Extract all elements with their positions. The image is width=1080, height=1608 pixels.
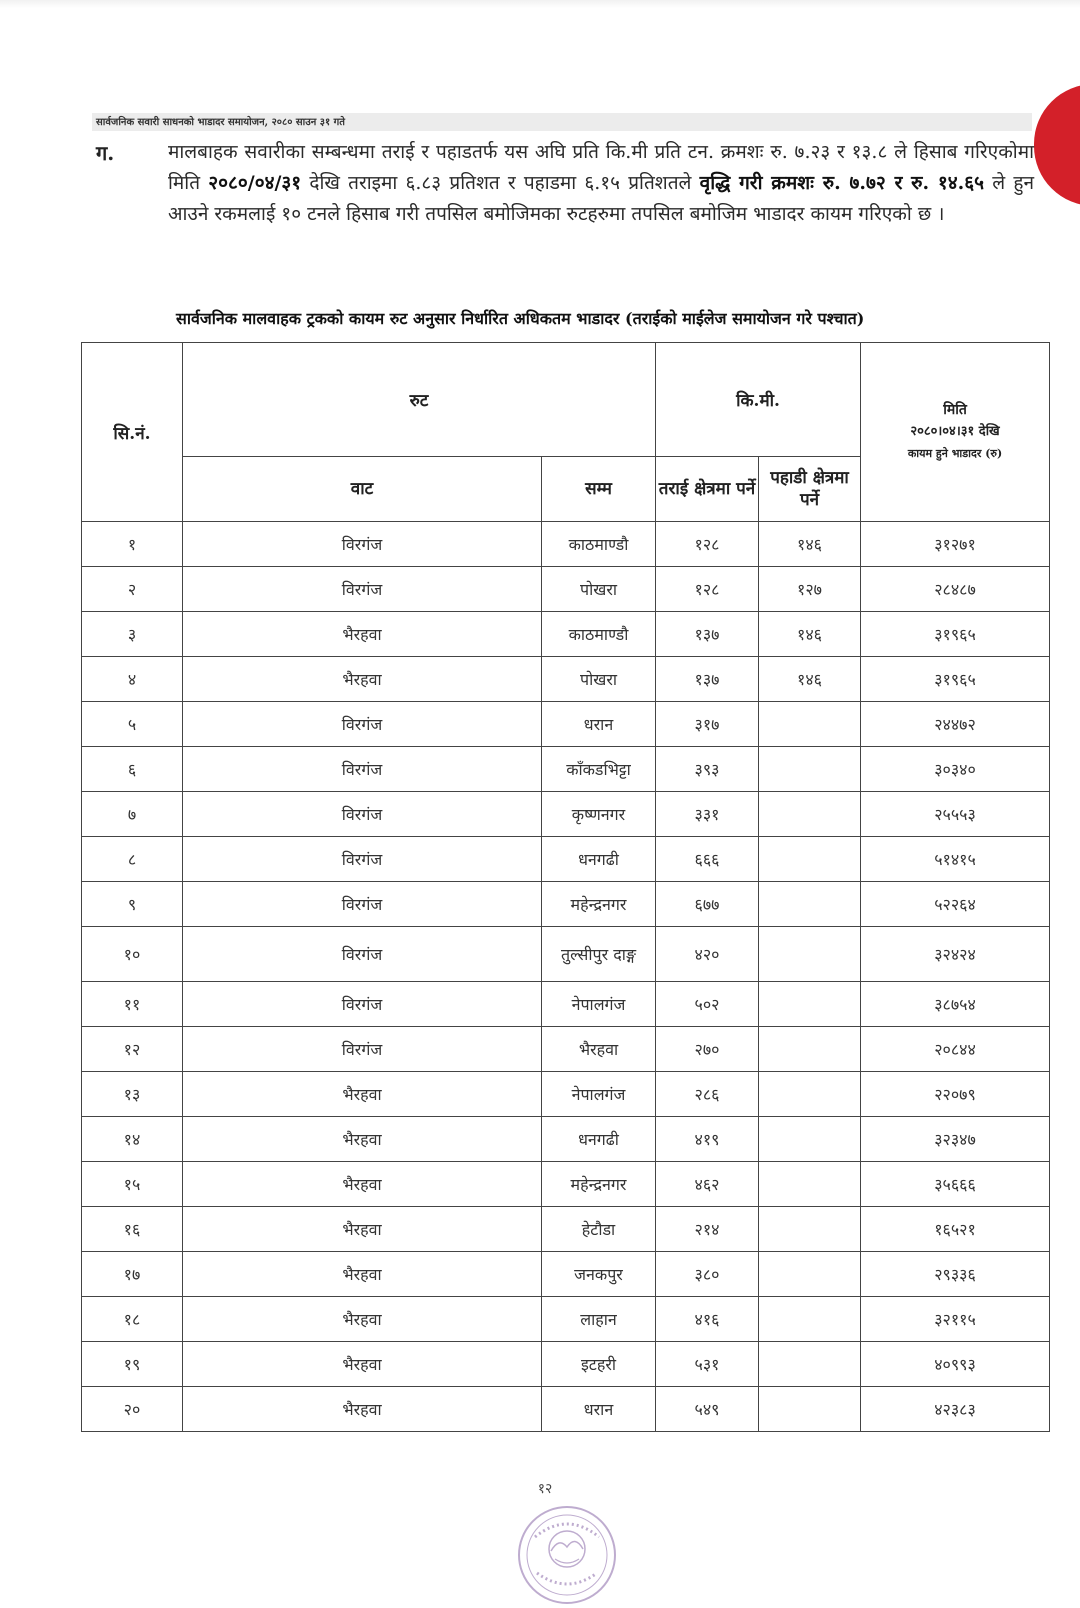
clause-text-2: देखि तराइमा ६.८३ प्रतिशत र पहाडमा ६.१५ प्रतिशतले xyxy=(301,172,700,194)
cell-to: नेपालगंज xyxy=(542,1072,656,1117)
cell-hill-km xyxy=(759,927,861,982)
cell-to: इटहरी xyxy=(542,1342,656,1387)
cell-terai-km: ६६६ xyxy=(656,837,759,882)
cell-hill-km: १४६ xyxy=(759,522,861,567)
table-caption: सार्वजनिक मालवाहक ट्रकको कायम रुट अनुसार निर्धारित अधिकतम भाडादर (तराईको माईलेज समायोजन गरे पश्चात) xyxy=(176,309,865,328)
cell-sn: १५ xyxy=(82,1162,183,1207)
table-row xyxy=(82,522,1050,567)
table-row xyxy=(82,1162,1050,1207)
cell-from: विरगंज xyxy=(183,1027,542,1072)
table-header-row-1 xyxy=(82,343,1050,457)
cell-from: भैरहवा xyxy=(183,657,542,702)
cell-rate: ३१९६५ xyxy=(861,612,1050,657)
cell-to: धनगढी xyxy=(542,837,656,882)
cell-hill-km xyxy=(759,1342,861,1387)
header-rate-date-label: मिति xyxy=(943,402,967,418)
header-from: वाट xyxy=(183,457,542,522)
cell-sn: ८ xyxy=(82,837,183,882)
clause-text-1: मालबाहक सवारीका सम्बन्धमा तराई र पहाडतर्फ यस अघि प्रति कि.मी प्रति टन. क्रमशः रु. ७.२३ र १३.८ ले हिसाब गरिएकोमा मिति xyxy=(168,141,1034,194)
cell-from: विरगंज xyxy=(183,982,542,1027)
cell-sn: १४ xyxy=(82,1117,183,1162)
table-row xyxy=(82,837,1050,882)
cell-from: विरगंज xyxy=(183,792,542,837)
cell-rate: २९३३६ xyxy=(861,1252,1050,1297)
cell-to: लाहान xyxy=(542,1297,656,1342)
table-row xyxy=(82,1027,1050,1072)
table-row xyxy=(82,1207,1050,1252)
cell-hill-km xyxy=(759,702,861,747)
cell-terai-km: ३९३ xyxy=(656,747,759,792)
table-row xyxy=(82,1072,1050,1117)
table-row xyxy=(82,982,1050,1027)
cell-rate: ३१९६५ xyxy=(861,657,1050,702)
cell-to: धरान xyxy=(542,1387,656,1432)
cell-hill-km xyxy=(759,1387,861,1432)
header-rate-description: कायम हुने भाडादर (रु) xyxy=(907,447,1003,460)
cell-terai-km: ४१६ xyxy=(656,1297,759,1342)
cell-rate: ५१४१५ xyxy=(861,837,1050,882)
table-row xyxy=(82,882,1050,927)
table-row xyxy=(82,747,1050,792)
cell-from: विरगंज xyxy=(183,567,542,612)
table-row xyxy=(82,792,1050,837)
cell-rate: २५५५३ xyxy=(861,792,1050,837)
clause-date: २०८०/०४/३१ xyxy=(208,172,302,194)
cell-sn: १३ xyxy=(82,1072,183,1117)
cell-hill-km xyxy=(759,882,861,927)
fare-rate-table xyxy=(81,342,1050,1432)
cell-terai-km: १२८ xyxy=(656,567,759,612)
cell-from: भैरहवा xyxy=(183,1297,542,1342)
cell-hill-km: १४६ xyxy=(759,612,861,657)
cell-rate: २८४८७ xyxy=(861,567,1050,612)
page-number: १२ xyxy=(537,1481,553,1497)
cell-from: भैरहवा xyxy=(183,1342,542,1387)
cell-terai-km: १३७ xyxy=(656,657,759,702)
cell-hill-km xyxy=(759,982,861,1027)
cell-hill-km xyxy=(759,1072,861,1117)
cell-rate: ३१२७१ xyxy=(861,522,1050,567)
cell-hill-km xyxy=(759,1252,861,1297)
cell-rate: २०८४४ xyxy=(861,1027,1050,1072)
cell-terai-km: ३१७ xyxy=(656,702,759,747)
cell-to: महेन्द्रनगर xyxy=(542,882,656,927)
cell-sn: १७ xyxy=(82,1252,183,1297)
cell-from: विरगंज xyxy=(183,837,542,882)
cell-sn: २ xyxy=(82,567,183,612)
clause-label: ग. xyxy=(96,141,115,165)
header-rate-date-value: २०८०।०४।३१ देखि xyxy=(910,424,1000,439)
cell-sn: ९ xyxy=(82,882,183,927)
cell-to: काठमाण्डौ xyxy=(542,522,656,567)
cell-from: विरगंज xyxy=(183,747,542,792)
cell-terai-km: १२८ xyxy=(656,522,759,567)
cell-sn: १० xyxy=(82,927,183,982)
cell-to: धरान xyxy=(542,702,656,747)
cell-sn: १८ xyxy=(82,1297,183,1342)
table-body xyxy=(82,522,1050,1432)
cell-hill-km: १४६ xyxy=(759,657,861,702)
cell-to: नेपालगंज xyxy=(542,982,656,1027)
cell-from: विरगंज xyxy=(183,927,542,982)
table-row xyxy=(82,927,1050,982)
cell-sn: ६ xyxy=(82,747,183,792)
cell-terai-km: ५४९ xyxy=(656,1387,759,1432)
cell-rate: ३८७५४ xyxy=(861,982,1050,1027)
cell-terai-km: ४२० xyxy=(656,927,759,982)
cell-rate: ४०९९३ xyxy=(861,1342,1050,1387)
header-sn: सि.नं. xyxy=(82,343,183,522)
table-row xyxy=(82,657,1050,702)
cell-sn: ५ xyxy=(82,702,183,747)
clause-increase: वृद्धि गरी क्रमशः रु. ७.७२ र रु. १४.६५ xyxy=(699,172,985,194)
cell-to: पोखरा xyxy=(542,657,656,702)
cell-hill-km xyxy=(759,1207,861,1252)
cell-from: भैरहवा xyxy=(183,1387,542,1432)
cell-hill-km xyxy=(759,1297,861,1342)
cell-terai-km: २७० xyxy=(656,1027,759,1072)
cell-from: विरगंज xyxy=(183,882,542,927)
cell-from: भैरहवा xyxy=(183,612,542,657)
table-row xyxy=(82,1252,1050,1297)
cell-rate: ३२११५ xyxy=(861,1297,1050,1342)
page-top-edge xyxy=(0,0,1080,8)
cell-hill-km: १२७ xyxy=(759,567,861,612)
table-row xyxy=(82,612,1050,657)
header-route: रुट xyxy=(183,343,656,457)
running-header-title: सार्वजनिक सवारी साधनको भाडादर समायोजन, २०८० साउन ३१ गते xyxy=(96,117,345,128)
cell-terai-km: ३८० xyxy=(656,1252,759,1297)
cell-to: तुल्सीपुर दाङ्ग xyxy=(542,927,656,982)
cell-hill-km xyxy=(759,837,861,882)
cell-terai-km: ३३१ xyxy=(656,792,759,837)
cell-sn: १२ xyxy=(82,1027,183,1072)
cell-to: हेटौडा xyxy=(542,1207,656,1252)
cell-rate: ४२३८३ xyxy=(861,1387,1050,1432)
cell-terai-km: ४६२ xyxy=(656,1162,759,1207)
table-row xyxy=(82,1387,1050,1432)
cell-terai-km: ४१९ xyxy=(656,1117,759,1162)
cell-terai-km: १३७ xyxy=(656,612,759,657)
cell-sn: ७ xyxy=(82,792,183,837)
cell-rate: ३५६६६ xyxy=(861,1162,1050,1207)
cell-terai-km: ५३१ xyxy=(656,1342,759,1387)
header-terai: तराई क्षेत्रमा पर्ने xyxy=(656,457,759,522)
official-seal-stamp xyxy=(515,1503,619,1607)
cell-rate: १६५२१ xyxy=(861,1207,1050,1252)
cell-sn: ३ xyxy=(82,612,183,657)
cell-terai-km: ५०२ xyxy=(656,982,759,1027)
red-page-tab xyxy=(1034,84,1080,206)
cell-terai-km: २८६ xyxy=(656,1072,759,1117)
cell-terai-km: ६७७ xyxy=(656,882,759,927)
cell-hill-km xyxy=(759,747,861,792)
cell-to: कृष्णनगर xyxy=(542,792,656,837)
cell-rate: ५२२६४ xyxy=(861,882,1050,927)
cell-sn: ४ xyxy=(82,657,183,702)
table-row xyxy=(82,1117,1050,1162)
cell-hill-km xyxy=(759,792,861,837)
cell-hill-km xyxy=(759,1027,861,1072)
cell-rate: २२०७९ xyxy=(861,1072,1050,1117)
cell-to: काठमाण्डौ xyxy=(542,612,656,657)
cell-from: भैरहवा xyxy=(183,1207,542,1252)
cell-rate: ३०३४० xyxy=(861,747,1050,792)
header-hill: पहाडी क्षेत्रमा पर्ने xyxy=(759,457,861,522)
cell-from: भैरहवा xyxy=(183,1252,542,1297)
cell-sn: १९ xyxy=(82,1342,183,1387)
cell-hill-km xyxy=(759,1162,861,1207)
clause-paragraph xyxy=(168,137,1034,230)
table-row xyxy=(82,567,1050,612)
cell-sn: ११ xyxy=(82,982,183,1027)
cell-sn: २० xyxy=(82,1387,183,1432)
cell-to: जनकपुर xyxy=(542,1252,656,1297)
cell-hill-km xyxy=(759,1117,861,1162)
table-row xyxy=(82,1297,1050,1342)
cell-to: धनगढी xyxy=(542,1117,656,1162)
cell-rate: ३२४२४ xyxy=(861,927,1050,982)
cell-sn: १६ xyxy=(82,1207,183,1252)
clause-text-3: ले हुन आउने रकमलाई १० टनले हिसाब गरी तपसिल बमोजिमका रुटहरुमा तपसिल बमोजिम भाडादर कायम गरिएको छ । xyxy=(168,172,1034,225)
cell-to: काँकडभिट्टा xyxy=(542,747,656,792)
cell-from: विरगंज xyxy=(183,702,542,747)
cell-terai-km: २१४ xyxy=(656,1207,759,1252)
cell-from: भैरहवा xyxy=(183,1072,542,1117)
cell-from: भैरहवा xyxy=(183,1162,542,1207)
cell-to: महेन्द्रनगर xyxy=(542,1162,656,1207)
table-row xyxy=(82,702,1050,747)
cell-sn: १ xyxy=(82,522,183,567)
cell-rate: ३२३४७ xyxy=(861,1117,1050,1162)
cell-from: भैरहवा xyxy=(183,1117,542,1162)
table-row xyxy=(82,1342,1050,1387)
cell-from: विरगंज xyxy=(183,522,542,567)
header-to: सम्म xyxy=(542,457,656,522)
cell-to: भैरहवा xyxy=(542,1027,656,1072)
cell-rate: २४४७२ xyxy=(861,702,1050,747)
header-km: कि.मी. xyxy=(656,343,861,457)
header-rate xyxy=(861,343,1050,522)
cell-to: पोखरा xyxy=(542,567,656,612)
